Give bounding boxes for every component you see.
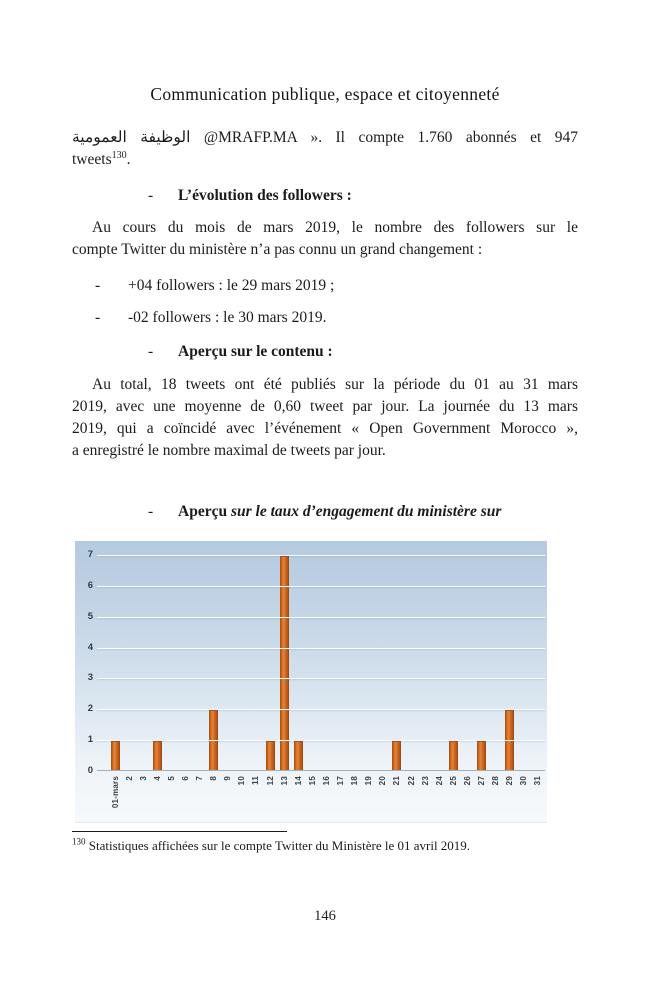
x-tick-slot xyxy=(150,776,164,822)
x-tick-label: 5 xyxy=(166,776,176,781)
x-tick-slot xyxy=(531,776,545,822)
x-tick-slot xyxy=(178,776,192,822)
x-tick-label: 30 xyxy=(519,776,529,786)
bullet-text: +04 followers : le 29 mars 2019 ; xyxy=(128,277,335,294)
heading-engagement xyxy=(72,501,578,523)
paragraph-followers-line2: compte Twitter du ministère n’a pas connu un grand changement : xyxy=(72,241,483,258)
x-tick-label: 4 xyxy=(152,776,162,781)
x-tick-slot xyxy=(474,776,488,822)
gridline xyxy=(97,740,545,741)
gridline xyxy=(97,648,545,649)
x-tick-label: 28 xyxy=(491,776,501,786)
footnote xyxy=(72,837,578,854)
footnote-text: Statistiques affichées sur le compte Twitter du Ministère le 01 avril 2019. xyxy=(85,838,471,853)
gridline xyxy=(97,555,545,556)
bar-slot xyxy=(136,555,150,771)
paragraph-content xyxy=(72,374,578,462)
y-tick-label: 2 xyxy=(87,703,93,715)
paragraph-intro-line2 xyxy=(72,149,578,171)
bar-slot xyxy=(291,555,305,771)
x-tick-slot xyxy=(376,776,390,822)
bar-slot xyxy=(193,555,207,771)
x-tick-label: 7 xyxy=(195,776,205,781)
bar-slot xyxy=(390,555,404,771)
chart-x-axis-labels xyxy=(108,776,545,822)
heading-dash: - xyxy=(148,503,154,520)
x-tick-label: 16 xyxy=(321,776,331,786)
intro-line1-rest: @MRAFP.MA ». Il compte 1.760 abonnés et 947 xyxy=(190,129,578,146)
tweets-chart xyxy=(75,541,547,823)
bar-slot xyxy=(489,555,503,771)
x-tick-slot xyxy=(249,776,263,822)
bar-slot xyxy=(517,555,531,771)
bar-slot xyxy=(150,555,164,771)
bar-slot xyxy=(432,555,446,771)
y-tick-label: 4 xyxy=(87,641,93,653)
x-tick-label: 6 xyxy=(181,776,191,781)
x-tick-slot xyxy=(319,776,333,822)
paragraph-content-line3: 2019, qui a coïncidé avec l’événement « Open Government Morocco », xyxy=(72,420,578,437)
bar-slot xyxy=(164,555,178,771)
page-title: Communication publique, espace et citoyenneté xyxy=(150,84,500,104)
bar-slot xyxy=(249,555,263,771)
x-tick-slot xyxy=(418,776,432,822)
bar-slot xyxy=(460,555,474,771)
bar-slot xyxy=(207,555,221,771)
x-tick-slot xyxy=(404,776,418,822)
arabic-text: الوظيفة العمومية xyxy=(72,129,191,146)
bar-slot xyxy=(503,555,517,771)
heading-content-label: Aperçu sur le contenu : xyxy=(178,343,333,360)
bar xyxy=(477,740,486,771)
x-tick-slot xyxy=(362,776,376,822)
x-tick-slot xyxy=(207,776,221,822)
bullet-text: -02 followers : le 30 mars 2019. xyxy=(128,309,327,326)
x-tick-slot xyxy=(503,776,517,822)
paragraph-followers-line1: Au cours du mois de mars 2019, le nombre des followers sur le xyxy=(92,219,578,236)
bar-slot xyxy=(348,555,362,771)
heading-followers-label: L’évolution des followers : xyxy=(178,187,352,204)
bar xyxy=(392,740,401,771)
bar-slot xyxy=(108,555,122,771)
x-tick-slot xyxy=(221,776,235,822)
bar-slot xyxy=(362,555,376,771)
list-item xyxy=(72,275,578,297)
gridline xyxy=(97,586,545,587)
bar-slot xyxy=(221,555,235,771)
x-tick-label: 27 xyxy=(476,776,486,786)
x-tick-label: 26 xyxy=(462,776,472,786)
bar xyxy=(153,740,162,771)
x-tick-label: 19 xyxy=(364,776,374,786)
x-tick-label: 11 xyxy=(251,776,261,785)
bar xyxy=(294,740,303,771)
x-tick-slot xyxy=(517,776,531,822)
gridline xyxy=(97,709,545,710)
gridline xyxy=(97,617,545,618)
heading-engagement-bold: Aperçu xyxy=(178,503,228,520)
y-tick-label: 6 xyxy=(87,579,93,591)
y-tick-label: 5 xyxy=(87,610,93,622)
x-tick-slot xyxy=(432,776,446,822)
bar-slot xyxy=(319,555,333,771)
x-tick-label: 31 xyxy=(533,776,543,786)
x-tick-slot xyxy=(291,776,305,822)
x-tick-slot xyxy=(193,776,207,822)
x-tick-slot xyxy=(136,776,150,822)
bar-slot xyxy=(122,555,136,771)
x-tick-slot xyxy=(277,776,291,822)
x-tick-label: 20 xyxy=(378,776,388,786)
x-tick-label: 2 xyxy=(124,776,134,781)
x-tick-label: 22 xyxy=(406,776,416,786)
x-tick-label: 8 xyxy=(209,776,219,781)
intro-line2-period: . xyxy=(126,151,131,168)
bar xyxy=(111,740,120,771)
x-tick-label: 17 xyxy=(336,776,346,786)
x-tick-label: 12 xyxy=(265,776,275,786)
bar-slot xyxy=(418,555,432,771)
heading-dash: - xyxy=(148,343,154,360)
x-tick-label: 3 xyxy=(138,776,148,781)
gridline xyxy=(97,678,545,679)
bar-slot xyxy=(446,555,460,771)
x-axis-line xyxy=(97,770,545,771)
bullet-dash: - xyxy=(95,309,101,326)
bullet-dash: - xyxy=(95,277,101,294)
bar-slot xyxy=(531,555,545,771)
x-tick-label: 9 xyxy=(223,776,233,781)
bar-slot xyxy=(277,555,291,771)
x-tick-label: 14 xyxy=(293,776,303,786)
x-tick-slot xyxy=(164,776,178,822)
heading-content xyxy=(72,341,578,363)
x-tick-slot xyxy=(108,776,122,822)
x-tick-label: 24 xyxy=(434,776,444,786)
paragraph-content-line4: a enregistré le nombre maximal de tweets par jour. xyxy=(72,442,386,459)
x-tick-label: 18 xyxy=(350,776,360,786)
x-tick-label: 23 xyxy=(420,776,430,786)
x-tick-slot xyxy=(334,776,348,822)
page-number: 146 xyxy=(314,908,336,924)
y-tick-label: 7 xyxy=(87,549,93,560)
heading-dash: - xyxy=(148,187,154,204)
bar-slot xyxy=(474,555,488,771)
x-tick-slot xyxy=(305,776,319,822)
paragraph-followers xyxy=(72,217,578,261)
heading-engagement-italic: sur le taux d’engagement du ministère sur xyxy=(227,503,502,520)
y-tick-label: 1 xyxy=(87,734,93,746)
paragraph-content-line1: Au total, 18 tweets ont été publiés sur la période du 01 au 31 mars xyxy=(92,376,578,393)
bar-slot xyxy=(334,555,348,771)
x-tick-label: 15 xyxy=(307,776,317,786)
chart-y-axis-labels xyxy=(75,541,95,822)
paragraph-content-line2: 2019, avec une moyenne de 0,60 tweet par jour. La journée du 13 mars xyxy=(72,398,578,415)
x-tick-label: 21 xyxy=(392,776,402,786)
list-item xyxy=(72,307,578,329)
x-tick-label: 29 xyxy=(505,776,515,786)
bar xyxy=(280,555,289,771)
heading-followers xyxy=(72,185,578,207)
x-tick-label: 13 xyxy=(279,776,289,786)
bar-slot xyxy=(235,555,249,771)
y-tick-label: 3 xyxy=(87,672,93,684)
x-tick-slot xyxy=(235,776,249,822)
x-tick-slot xyxy=(390,776,404,822)
bar xyxy=(449,740,458,771)
x-tick-label: 01-mars xyxy=(110,776,120,809)
footnote-separator xyxy=(72,831,287,832)
chart-plot xyxy=(97,555,545,771)
bar-slot xyxy=(178,555,192,771)
paragraph-intro-line1 xyxy=(72,127,578,149)
x-tick-label: 10 xyxy=(237,776,247,786)
bar-slot xyxy=(305,555,319,771)
bar-slot xyxy=(376,555,390,771)
bar-slot xyxy=(404,555,418,771)
intro-line2-word: tweets xyxy=(72,151,112,168)
x-tick-slot xyxy=(460,776,474,822)
footnote-reference: 130 xyxy=(111,149,127,161)
bar xyxy=(266,740,275,771)
x-tick-label: 25 xyxy=(448,776,458,786)
footnote-number: 130 xyxy=(72,836,86,847)
x-tick-slot xyxy=(122,776,136,822)
x-tick-slot xyxy=(489,776,503,822)
y-tick-label: 0 xyxy=(87,765,93,776)
paragraph-intro xyxy=(72,127,578,171)
bar-slot xyxy=(263,555,277,771)
x-tick-slot xyxy=(446,776,460,822)
chart-bars xyxy=(108,555,545,771)
x-tick-slot xyxy=(348,776,362,822)
x-tick-slot xyxy=(263,776,277,822)
